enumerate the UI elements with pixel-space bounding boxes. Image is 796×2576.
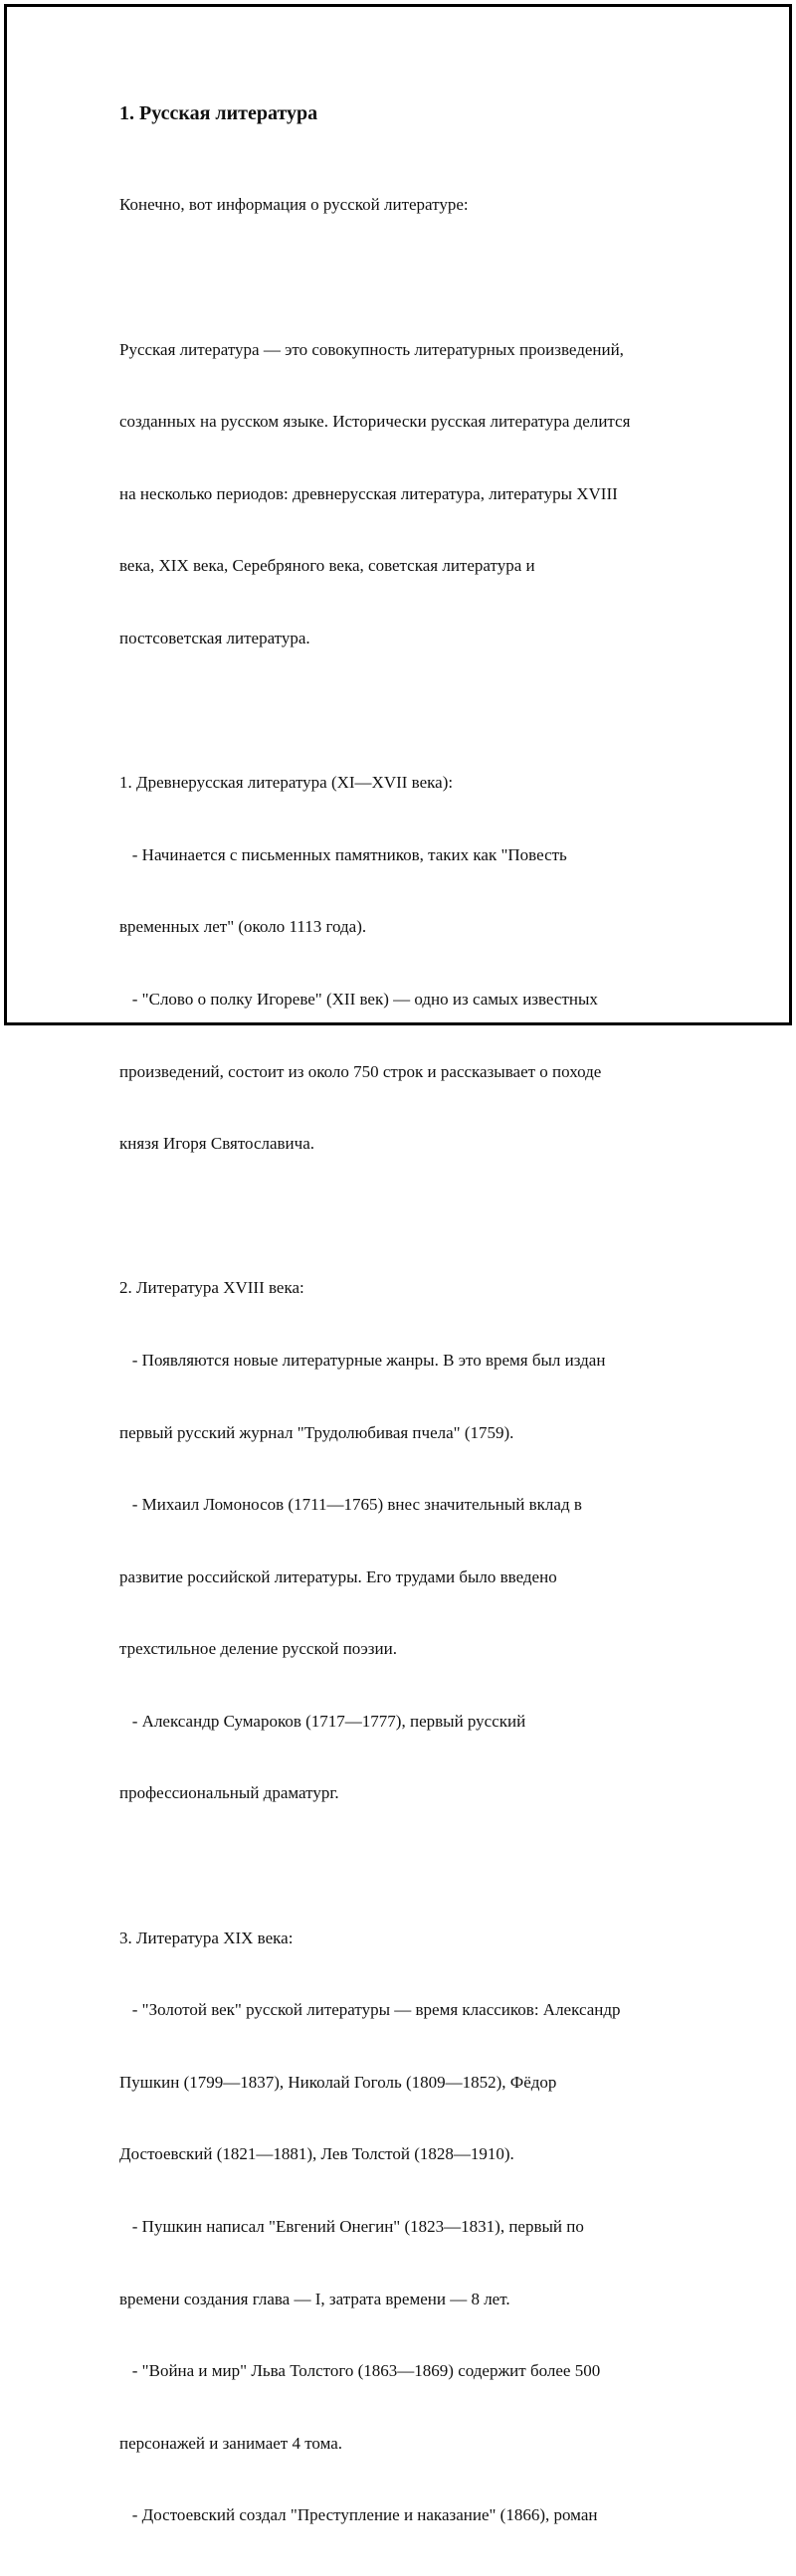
text-line: персонажей и занимает 4 тома.	[119, 2433, 343, 2453]
text-line: - Александр Сумароков (1717—1777), первый русский	[119, 1711, 526, 1731]
text-line	[119, 1854, 696, 1878]
text-line: времени создания глава — I, затрата времени — 8 лет.	[119, 2289, 510, 2308]
text-line	[119, 1204, 696, 1228]
text-line: князя Игоря Святославича.	[119, 1134, 314, 1154]
text-line: произведений, состоит из около 750 строк и рассказывает о походе	[119, 1061, 602, 1081]
text-line	[119, 699, 696, 723]
text-line: - "Слово о полку Игореве" (XII век) — одно из самых известных	[119, 989, 598, 1009]
text-line: Пушкин (1799—1837), Николай Гоголь (1809—1852), Фёдор	[119, 2072, 557, 2092]
text-line: профессиональный драматург.	[119, 1783, 339, 1803]
page-frame	[4, 4, 792, 2525]
text-line: созданных на русском языке. Исторически русская литература делится	[119, 412, 631, 432]
text-line: первый русский журнал "Трудолюбивая пчела" (1759).	[119, 1422, 514, 1442]
text-line: временных лет" (около 1113 года).	[119, 917, 367, 937]
text-line: - "Золотой век" русской литературы — время классиков: Александр	[119, 2000, 621, 2020]
text-line: 2. Литература XVIII века:	[119, 1278, 304, 1298]
text-line: Достоевский (1821—1881), Лев Толстой (1828—1910).	[119, 2144, 514, 2164]
text-line: 1. Древнерусская литература (XI—XVII века):	[119, 773, 454, 793]
text-line: Конечно, вот информация о русской литературе:	[119, 195, 469, 215]
text-line: века, XIX века, Серебряного века, советская литература и	[119, 556, 535, 576]
document-body	[119, 99, 696, 2576]
text-line: на несколько периодов: древнерусская литература, литературы XVIII	[119, 483, 618, 503]
text-line: 3. Литература XIX века:	[119, 1928, 294, 1947]
text-line: - Достоевский создал "Преступление и наказание" (1866), роман	[119, 2505, 598, 2525]
text-line: развитие российской литературы. Его трудами было введено	[119, 1566, 557, 1586]
page-title: 1. Русская литература	[119, 102, 318, 124]
text-line: постсоветская литература.	[119, 628, 310, 647]
text-line: - Михаил Ломоносов (1711—1765) внес значительный вклад в	[119, 1495, 582, 1515]
text-line: - Появляются новые литературные жанры. В это время был издан	[119, 1350, 606, 1370]
text-line	[119, 266, 696, 289]
text-line: - "Война и мир" Льва Толстого (1863—1869) содержит более 500	[119, 2361, 601, 2381]
text-line: Русская литература — это совокупность литературных произведений,	[119, 339, 624, 359]
text-line: трехстильное деление русской поэзии.	[119, 1639, 397, 1659]
text-lines	[119, 145, 696, 2576]
text-line: - Начинается с письменных памятников, таких как "Повесть	[119, 844, 567, 864]
text-line: - Пушкин написал "Евгений Онегин" (1823—1831), первый по	[119, 2217, 584, 2237]
